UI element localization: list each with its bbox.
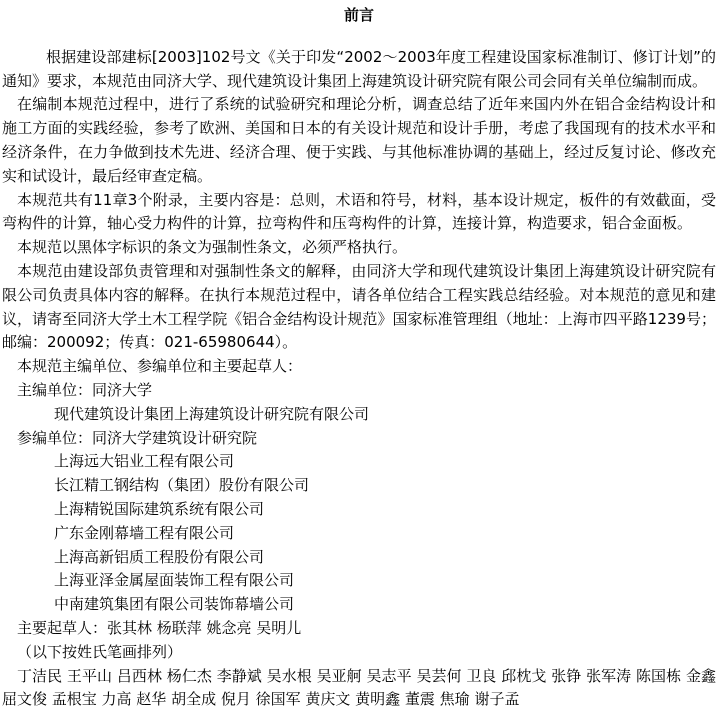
participating-units-line: 参编单位：同济大学建筑设计研究院 [17, 428, 258, 447]
list-item: 中南建筑集团有限公司装饰幕墙公司 [54, 595, 295, 614]
paragraph-contents-overview: 本规范共有11章3个附录，主要内容是：总则，术语和符号，材料，基本设计规定，板件的有效截面，受弯构件的计算，轴心受力构件的计算，拉弯构件和压弯构件的计算，连接计算，构造要求，铝合金面板。 [2, 190, 716, 233]
list-item: 上海亚泽金属屋面装饰工程有限公司 [54, 571, 295, 590]
paragraph-basis: 根据建设部建标[2003]102号文《关于印发“2002～2003年度工程建设国家标准制订、修订计划”的通知》要求，本规范由同济大学、现代建筑设计集团上海建筑设计研究院有限公司会同有关单位编制而成。 [2, 47, 716, 90]
drafters-sort-note: （以下按姓氏笔画排列） [17, 642, 183, 661]
list-item: 上海精锐国际建筑系统有限公司 [54, 499, 265, 518]
paragraph-mandatory-clauses: 本规范以黑体字标识的条文为强制性条文，必须严格执行。 [17, 238, 408, 257]
chief-drafters-line: 主要起草人：张其林 杨联萍 姚念亮 吴明儿 [17, 618, 302, 637]
list-item: 上海远大铝业工程有限公司 [54, 452, 235, 471]
paragraph-units-heading: 本规范主编单位、参编单位和主要起草人： [17, 357, 303, 376]
paragraph-management-contact: 本规范由建设部负责管理和对强制性条文的解释，由同济大学和现代建筑设计集团上海建筑设计研究院有限公司负责具体内容的解释。在执行本规范过程中，请各单位结合工程实践总结经验。对本规范的意见和建议，请寄至同济大学土木工程学院《铝合金结构设计规范》国家标准管理组（地址：上海市四平路1239号；邮编：200092；传真：021-65980644）。 [2, 261, 716, 352]
list-item: 现代建筑设计集团上海建筑设计研究院有限公司 [54, 404, 370, 423]
list-item: 广东金刚幕墙工程有限公司 [54, 523, 235, 542]
page-title: 前言 [343, 6, 374, 24]
list-item: 上海高新铝质工程股份有限公司 [54, 547, 265, 566]
chief-editor-line: 主编单位：同济大学 [17, 380, 153, 399]
list-item: 长江精工钢结构（集团）股份有限公司 [54, 476, 310, 495]
drafters-name-list: 丁洁民 王平山 吕西林 杨仁杰 李静斌 吴水根 吴亚舸 吴志平 吴芸何 卫良 邱枕戈 张铮 张军涛 陈国栋 金鑫 屈文俊 孟根宝 力高 赵华 胡全成 倪月 徐国军 黄庆文 黄明鑫 董震 焦瑜 谢子孟 [2, 666, 716, 709]
paragraph-drafting-process: 在编制本规范过程中，进行了系统的试验研究和理论分析，调查总结了近年来国内外在铝合金结构设计和施工方面的实践经验，参考了欧洲、美国和日本的有关设计规范和设计手册，考虑了我国现有的技术水平和经济条件，在力争做到技术先进、经济合理、便于实践、与其他标准协调的基础上，经过反复讨论、修改充实和试设计，最后经审查定稿。 [2, 95, 716, 185]
